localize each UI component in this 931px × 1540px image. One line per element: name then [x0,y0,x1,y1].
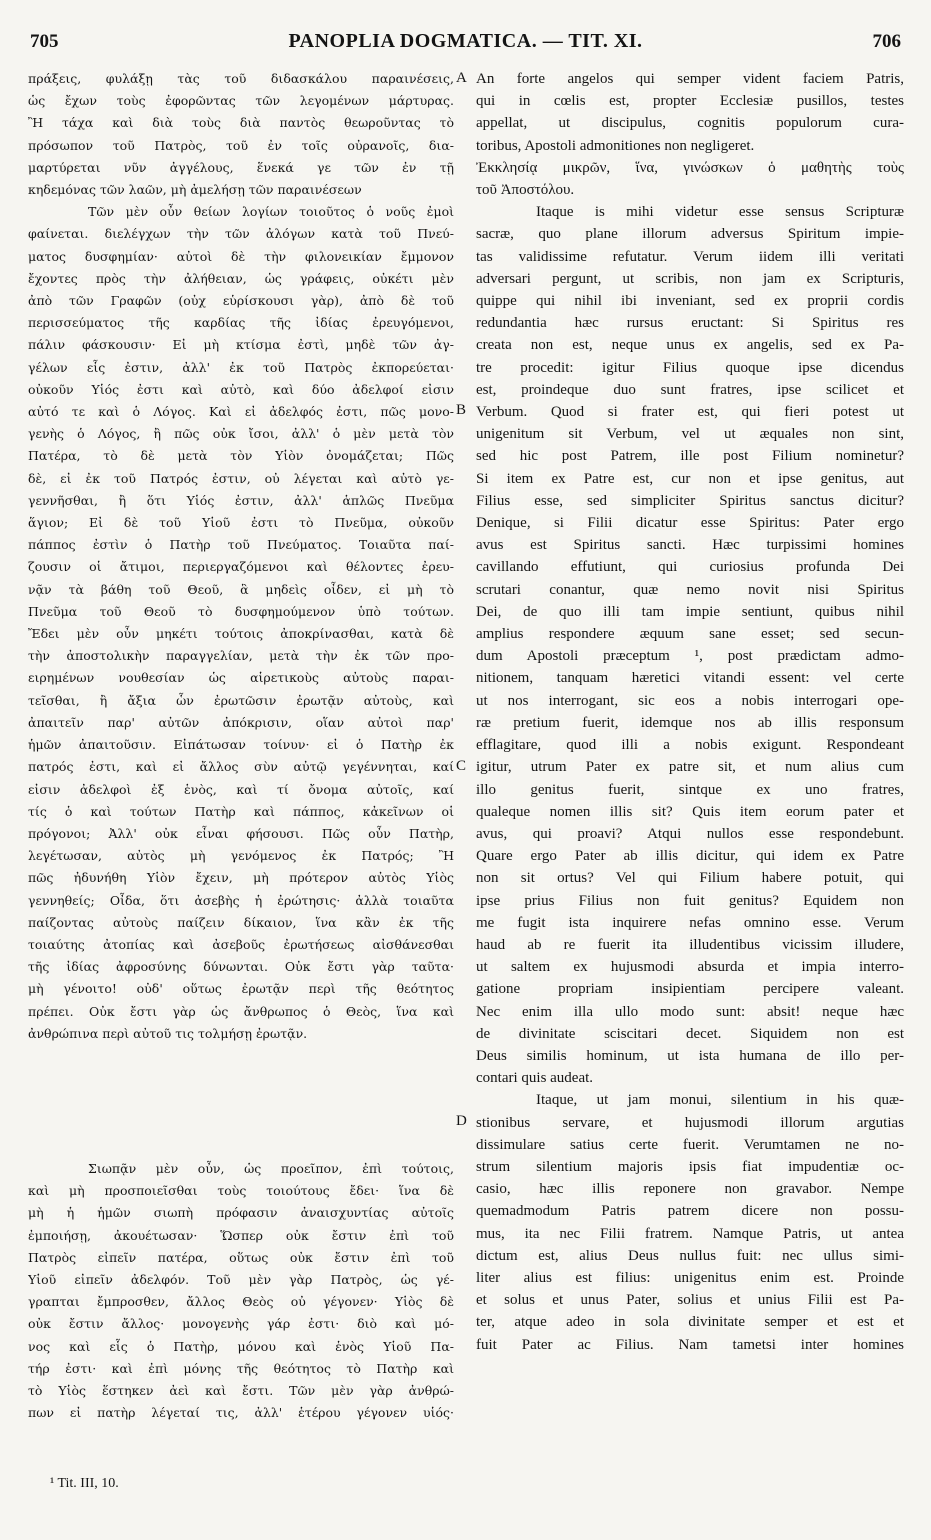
margin-marker-c: C [456,758,467,774]
latin-text-line: igitur, utrum Pater ex patre sit, et num alius cum [476,759,904,776]
greek-text-line: ἀπαιτεῖν παρ' αὐτῶν ἀπόκρισιν, οἵαν αὐτοὶ παρ' [28,714,454,730]
latin-text-line: Nec enim illa ullo modo sunt: absit! neque hæc [476,1003,904,1020]
latin-text-line: Filius esse, sed simpliciter Spiritus sanctus dicitur? [476,492,904,509]
latin-text-line: casio, hæc illis reponere non gravabor. Nempe [476,1181,904,1198]
greek-text-line: γεννηθείς; Οἶδα, ὅτι ἀσεβὴς ἡ ἐρώτησις· ἀλλὰ τοιαῦτα [28,892,454,908]
latin-text-line: ut nos interrogant, sic eos a nobis interrogari ope- [476,692,904,709]
greek-text-line: πρέπει. Οὐκ ἔστι γὰρ ὡς ἄνθρωπος ὁ Θεὸς, ἵνα καὶ [28,1003,454,1019]
greek-text-continued-line: Υἱοῦ εἰπεῖν ἀδελφόν. Τοῦ μὲν γὰρ Πατρὸς, ὡς γέ- [28,1272,454,1288]
latin-text-line: stionibus servare, et hujusmodi illorum argutias [476,1114,904,1131]
greek-text-line: Τῶν μὲν οὖν θείων λογίων τοιοῦτος ὁ νοῦς ἐμοὶ [88,204,454,220]
greek-text-line: πράξεις, φυλάξῃ τὰς τοῦ διδασκάλου παραινέσεις, [28,71,454,86]
greek-text-line: νᾷν τὰ βάθη τοῦ Θεοῦ, ἃ μηδεὶς οἶδεν, εἰ μὴ τὸ [28,581,454,597]
greek-text-line: πῶς ἠδυνήθη Υἱὸν ἔχειν, μὴ πρότερον αὐτὸς Υἱὸς [28,870,454,886]
greek-text-line: ἡμῶν ἀπαιτοῦσιν. Εἰπάτωσαν τοίνυν· εἰ ὁ Πατὴρ ἐκ [28,737,454,753]
latin-text-line: sacræ, quo plane illorum adversus Spiritum impie- [476,226,904,243]
latin-text-line: dissimulare satius certe fuerit. Verumtamen ne no- [476,1136,904,1153]
margin-marker-d: D [456,1113,467,1129]
margin-marker-b: B [456,402,467,418]
latin-text-line: avus, qui proavi? Atqui nullos esse respondebunt. [476,825,904,842]
greek-text-line: Πνεῦμα τοῦ Θεοῦ τὸ δυσφημούμενον ὑπὸ τούτων. [28,603,454,619]
running-header [30,30,901,60]
latin-text-line: appellat, ut discipulus, cognitis populorum cura- [476,115,904,132]
margin-marker-a: A [456,70,467,86]
latin-text-line: est, proindeque duo sunt fratres, ipse scilicet et [476,381,904,398]
greek-text-line: τῆς ἰδίας ἀφροσύνης δύνωνται. Οὐκ ἔστι γὰρ ταῦτα· [28,959,454,975]
latin-text-line: de divinitate sciscitari decet. Siquidem non est [476,1025,904,1042]
greek-text-line: ματος δυσφημίαν· αὐτοὶ δὲ τὴν φιλονεικίαν ἔμμονον [28,248,454,264]
latin-text-line: Itaque, ut jam monui, silentium in his quæ- [536,1092,904,1109]
greek-text-line: Πατέρα, τὸ δὲ μετὰ τὸν Υἱὸν ὀνομάζεται; Πῶς [28,448,454,464]
greek-text-continued-line: τὸ Υἱὸς ἕστηκεν ἀεὶ καὶ ἔστι. Τῶν μὲν γὰρ ἀνθρώ- [28,1383,454,1399]
greek-text-line: ειρημένων νουθεσίαν ὡς αἱρετικοὺς αὐτοὺς παραι- [28,670,454,686]
latin-text-line: scrutari conantur, quæ nemo novit nisi Spiritus [476,581,904,598]
greek-text-line: ὡς ἔχων τοὺς ἐφορῶντας τῶν λεγομένων μάρτυρας. [28,93,454,109]
right-page-number: 706 [872,31,901,52]
greek-text-line: περισσεύματος τῆς καρδίας τῆς ἰδίας ἐρευγόμενοι, [28,315,454,331]
latin-text-line: nitionem, tanquam hæretici vitandi essent: vel certe [476,670,904,687]
greek-column-continued [28,1158,454,1424]
greek-text-line: φαίνεται. διελέγχων τὴν τῶν ἀλόγων κατὰ τοῦ Πνεύ- [28,226,454,242]
greek-text-continued-line: καὶ μὴ προσποιεῖσθαι τοὺς τοιούτους ἔδει· ἵνα δὲ [28,1183,454,1199]
latin-text-line: me fugit ista inquirere nefas omnino esse. Verum [476,914,904,931]
latin-text-line: haud ab re fuerit ita illudentibus vicissim illudere, [476,936,904,953]
greek-text-continued-line: γραπται ἔμπροσθεν, ἄλλος Θεὸς οὐ γέγονεν· Υἱὸς δὲ [28,1294,454,1310]
greek-text-continued-line: πων εἰ πατὴρ λέγεταί τις, ἀλλ' ἑτέρου γέγονεν υἱός· [28,1405,454,1421]
greek-text-line: πάλιν φάσκουσιν· Εἰ μὴ κτίσμα ἐστὶ, μηδὲ τῶν ἀγ- [28,337,454,353]
running-title: PANOPLIA DOGMATICA. — TIT. XI. [288,30,643,52]
greek-text-line: μὴ γένοιτο! οὐδ' οὕτως ἐρωτᾷν περὶ τῆς θεότητος [28,981,454,997]
greek-text-line: πρόγονοι; Ἀλλ' οὐκ εἶναι φήσουσι. Πῶς οὖν Πατὴρ, [28,825,454,841]
footnote: ¹ Tit. III, 10. [50,1476,119,1491]
latin-text-line: Quare ergo Pater ab illis dicitur, qui idem ex Patre [476,848,904,865]
greek-text-line: πατρός ἐστι, καὶ εἰ ἄλλος σὺν αὐτῷ γεγέννηται, καί [28,759,454,775]
latin-text-line: toribus, Apostoli admonitiones non negligeret. [476,137,755,154]
greek-text-continued-line: νος καὶ εἷς ὁ Πατὴρ, μόνου καὶ ἑνὸς Υἱοῦ Πα- [28,1338,454,1354]
latin-text-line: creata non est, neque unus ex angelis, sed ex Pa- [476,337,904,354]
latin-text-line: ipse prius Filius non fuit genitus? Equidem non [476,892,904,909]
latin-text-line: qualeque nomen illis sit? Quis item eorum pater et [476,803,904,820]
greek-column [28,68,454,1045]
latin-text-line: Dei, de quo illi tam impie sentiunt, quibus nihil [476,603,904,620]
greek-text-continued-line: Πατρὸς εἰπεῖν πατέρα, οὕτως οὐκ ἔστιν ἐπὶ τοῦ [28,1249,454,1265]
greek-text-line: λεγέτωσαν, αὐτὸς μὴ γενόμενος ἐκ Πατρός; Ἢ [28,848,454,864]
latin-text-line: An forte angelos qui semper vident faciem Patris, [476,71,904,87]
greek-text-line: τίς ὁ καὶ τούτων Πατὴρ καὶ πάππος, κἀκεῖνων οἱ [28,803,454,819]
greek-text-line: γεννῆσθαι, ἢ ὅτι Υἱός ἐστιν, ἀλλ' ἁπλῶς Πνεῦμα [28,492,454,508]
latin-text-line: illo genitus fuerit, sintque ex uno fratres, [476,781,904,798]
latin-text-line: avus est Spiritus sancti. Hæc turpissimi homines [476,537,904,554]
latin-text-line: liter alius est filius: unigenitus enim est. Proinde [476,1269,904,1286]
greek-text-line: Ἢ τάχα καὶ διὰ τοὺς διὰ παντὸς θεωροῦντας τὸ [28,115,454,131]
latin-text-line: tas validissime refutatur. Verum iidem illi veritati [476,248,904,265]
greek-text-line: ἀνθρώπινα περὶ αὐτοῦ τις τολμήσῃ ἐρωτᾷν. [28,1025,308,1041]
latin-column [476,68,904,1356]
latin-text-line: strum silentium majoris ipsis fiat impudentiæ oc- [476,1158,904,1175]
greek-text-line: παίζοντας αὐτοὺς παίζειν δίκαιον, ἵνα κἂν ἐκ τῆς [28,914,454,930]
latin-text-line: qui in cœlis est, propter Ecclesiæ pusillos, testes [476,93,904,110]
greek-text-line: τοιαύτης ἀτοπίας καὶ ἀσεβοῦς ἐρωτήσεως αἰσθάνεσθαι [28,936,454,952]
greek-text-line: αὐτό τε καὶ ὁ Λόγος. Καὶ εἰ ἀδελφός ἐστι, πῶς μονο- [28,404,454,420]
greek-text-line: οὐκοῦν Υἱός ἐστι καὶ αὐτὸ, καὶ δύο ἀδελφοί εἰσιν [28,381,454,397]
greek-text-line: εἰσιν ἀδελφοὶ ἐξ ἑνὸς, καὶ τί ὄνομα αὐτοῖς, καί [28,781,454,797]
left-page-number: 705 [30,31,59,52]
greek-text-line: ἔχοντες πρὸς τὴν ἀλήθειαν, ὡς γράφεις, οὐκέτι μὲν [28,270,454,286]
latin-text-line: Ἐκκλησίᾳ μικρῶν, ἵνα, γινώσκων ὁ μαθητὴς τοὺς [476,159,904,176]
latin-text-line: mus, ita nec Filii fratrem. Namque Patris, ut antea [476,1225,904,1242]
latin-text-line: quippe qui nihil ibi inveniant, sed ex proprii cordis [476,293,904,310]
latin-text-line: ræ pretium fuerit, idemque nos ab illis responsum [476,714,904,731]
latin-text-line: ter, atque adeo in sola divinitate semper et est et [476,1314,904,1331]
greek-text-line: πάππος ἐστὶν ὁ Πατὴρ τοῦ Πνεύματος. Τοιαῦτα παί- [28,537,454,553]
greek-text-line: γέλων εἷς ἐστιν, ἀλλ' ἐκ τοῦ Πατρὸς ἐκπορεύεται· [28,359,454,375]
greek-text-line: γενὴς ὁ Λόγος, ἢ πῶς οὐκ ἴσοι, ἀλλ' ὁ μὲν μετὰ τὸν [28,426,454,442]
latin-text-line: Itaque is mihi videtur esse sensus Scripturæ [536,204,904,221]
latin-text-line: redundantia hæc rursus eructant: Si Spiritus res [476,315,904,332]
latin-text-line: cavillando effutiunt, qui curiosius profunda Dei [476,559,904,576]
latin-text-line: fuit Pater ac Filius. Nam tametsi inter homines [476,1336,904,1353]
greek-text-line: ἅγιον; Εἰ δὲ τοῦ Υἱοῦ ἐστι τὸ Πνεῦμα, οὐκοῦν [28,515,454,531]
greek-text-line: μαρτύρεται νῦν ἀγγέλους, ἕνεκά γε τῶν ἐν τῇ [28,159,454,175]
greek-text-line: πρόσωπον τοῦ Πατρὸς, τοῦ ἐν τοῖς οὐρανοῖς, δια- [28,137,454,153]
greek-text-line: κηδεμόνας τῶν λαῶν, μὴ ἀμελήσῃ τῶν παραινέσεων [28,182,362,198]
greek-text-line: τὴν ἀποστολικὴν παραγγελίαν, μετὰ τὴν ἐκ τῶν προ- [28,648,454,664]
greek-text-line: ζουσιν οἱ ἄτιμοι, περιεργαζόμενοι καὶ θέλοντες ἐρευ- [28,559,454,575]
latin-text-line: amplius respondere æquum sane esset; sed secun- [476,626,904,643]
greek-text-continued-line: τήρ ἐστι· καὶ ἐπὶ μόνης τῆς θεότητος τὸ Πατὴρ καὶ [28,1360,454,1376]
latin-text-line: Deus similis hominum, ut ista humana de illo per- [476,1047,904,1064]
latin-text-line: dictum est, alius Deus nullus fuit: nec ullus simi- [476,1247,904,1264]
latin-text-line: quemadmodum Patris patrem dicere non possu- [476,1203,904,1220]
greek-text-continued-line: μὴ ἡ ἡμῶν σιωπὴ πρόφασιν ἀναισχυντίας αὐτοῖς [28,1205,454,1221]
greek-text-continued-line: Σιωπᾷν μὲν οὖν, ὡς προεῖπον, ἐπὶ τούτοις, [88,1161,454,1176]
latin-text-line: Denique, si Filii dicatur esse Spiritus: Pater ergo [476,515,904,532]
latin-text-line: Verbum. Quod si frater est, qui fieri potest ut [476,404,904,421]
latin-text-line: adversari pergunt, ut scribis, non jam ex Scripturis, [476,270,904,287]
greek-text-line: Ἔδει μὲν οὖν μηκέτι τούτοις ἀποκρίνασθαι, κατὰ δὲ [28,626,454,642]
greek-text-line: δὲ, εἰ ἐκ τοῦ Πατρός ἐστιν, οὐ λέγεται καὶ αὐτὸ γε- [28,470,454,486]
latin-text-line: et solus et unus Pater, solius et unius Filii est Pa- [476,1292,904,1309]
greek-text-line: τεῖσθαι, ἢ ἄξια ὧν ἐρωτῶσιν ἐρωτᾷν αὐτοὺς, καὶ [28,692,454,708]
latin-text-line: efflagitare, quod illi a nobis exigunt. Respondeant [476,737,904,754]
greek-text-continued-line: οὐκ ἔστιν ἄλλος· μονογενὴς γάρ ἐστι· διὸ καὶ μό- [28,1316,454,1332]
latin-text-line: gatione propriam insipientiam percipere valeant. [476,981,904,998]
latin-text-line: ut saltem ex hujusmodi absurda et impia interro- [476,959,904,976]
greek-text-continued-line: ἐμποιήσῃ, ἀκουέτωσαν· Ὥσπερ οὐκ ἔστιν ἐπὶ τοῦ [28,1227,454,1243]
greek-text-line: ἀπὸ τῶν Γραφῶν (οὐχ εὑρίσκουσι γὰρ), ἀπὸ δὲ τοῦ [28,293,454,309]
latin-text-line: dum Apostoli præceptum ¹, post prædictam admo- [476,648,904,665]
latin-text-line: non sit ortus? Vel qui Filium habere potuit, qui [476,870,904,887]
latin-text-line: sed hic post Patrem, ille post Filium nominetur? [476,448,904,465]
latin-text-line: τοῦ Ἀποστόλου. [476,182,575,199]
latin-text-line: Si item ex Patre est, cur non et ipse genitus, aut [476,470,904,487]
latin-text-line: unigenitum sit Verbum, vel ut æquales non sint, [476,426,904,443]
latin-text-line: tre procedit: igitur Filius quoque ipse dicendus [476,359,904,376]
latin-text-line: contari quis audeat. [476,1070,594,1087]
